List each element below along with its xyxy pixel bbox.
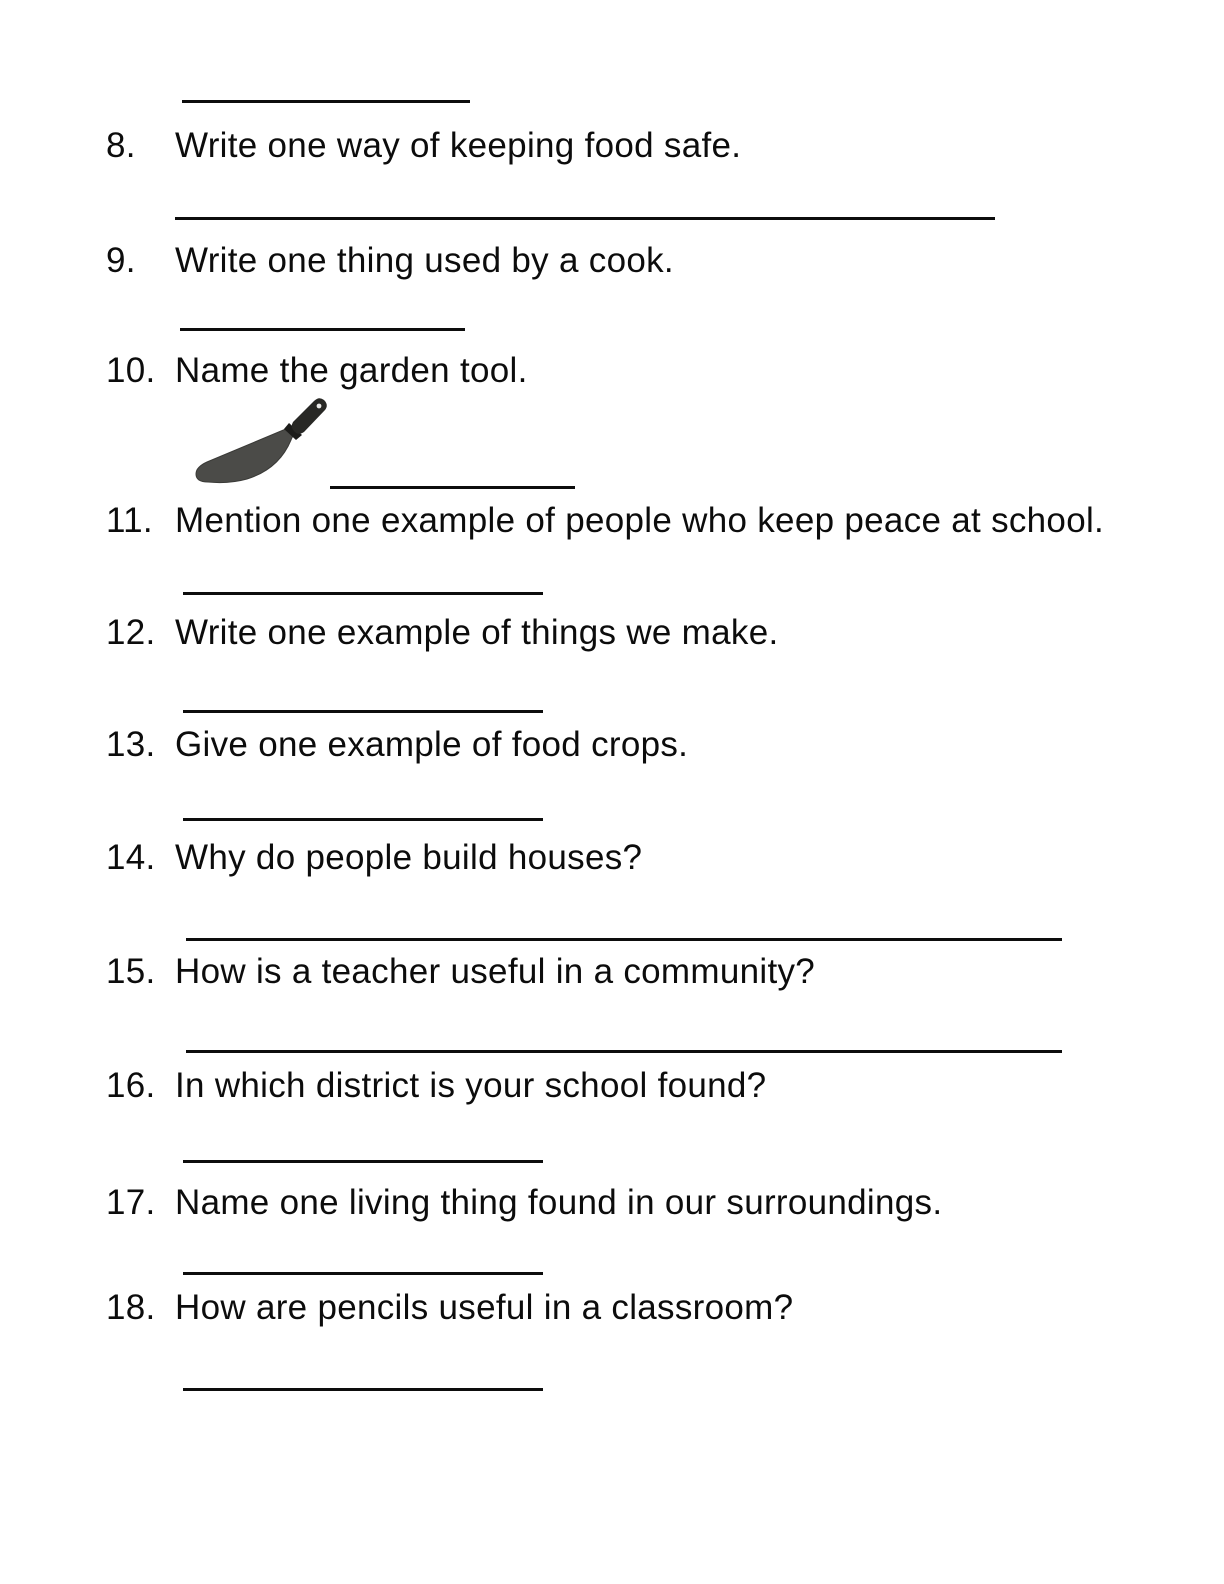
question-number: 14. (106, 838, 156, 877)
answer-blank-line (186, 938, 1062, 941)
question-number: 13. (106, 725, 156, 764)
question-text: Write one way of keeping food safe. (175, 126, 742, 165)
question-item-18 (106, 1287, 1211, 1329)
question-item-16 (106, 1065, 1211, 1107)
answer-blank-line (175, 217, 995, 220)
question-text: Give one example of food crops. (175, 725, 689, 764)
machete-blade (196, 426, 300, 483)
question-item-15 (106, 951, 1211, 993)
machete-icon (183, 396, 335, 491)
answer-blank-line (183, 1272, 543, 1275)
question-item-12 (106, 612, 1211, 654)
machete-handle (292, 398, 327, 434)
question-text: Name the garden tool. (175, 351, 528, 390)
question-text: How is a teacher useful in a community? (175, 952, 816, 991)
answer-blank-line (183, 710, 543, 713)
answer-blank-line-top (182, 100, 470, 103)
answer-blank-line (183, 818, 543, 821)
answer-blank-line (183, 1388, 543, 1391)
question-item-10 (106, 350, 1211, 392)
question-number: 16. (106, 1066, 156, 1105)
question-item-11 (106, 500, 1211, 542)
machete-rivet (317, 404, 322, 409)
question-item-17 (106, 1182, 1211, 1224)
question-text: Mention one example of people who keep peace at school. (175, 501, 1105, 540)
question-number: 15. (106, 952, 156, 991)
answer-blank-line (183, 592, 543, 595)
question-item-8 (106, 125, 1211, 167)
question-text: Name one living thing found in our surroundings. (175, 1183, 943, 1222)
question-text: In which district is your school found? (175, 1066, 767, 1105)
question-number: 9. (106, 241, 136, 280)
question-text: How are pencils useful in a classroom? (175, 1288, 794, 1327)
question-text: Write one example of things we make. (175, 613, 779, 652)
answer-blank-line (180, 328, 465, 331)
question-number: 12. (106, 613, 156, 652)
question-text: Why do people build houses? (175, 838, 643, 877)
answer-blank-line (186, 1050, 1062, 1053)
question-item-9 (106, 240, 1211, 282)
question-text: Write one thing used by a cook. (175, 241, 674, 280)
question-number: 11. (106, 501, 153, 540)
question-item-13 (106, 724, 1211, 766)
question-number: 17. (106, 1183, 156, 1222)
question-number: 18. (106, 1288, 156, 1327)
question-item-14 (106, 837, 1211, 879)
question-number: 8. (106, 126, 136, 165)
answer-blank-line (330, 486, 575, 489)
answer-blank-line (183, 1160, 543, 1163)
machete-image (183, 396, 335, 491)
question-number: 10. (106, 351, 156, 390)
